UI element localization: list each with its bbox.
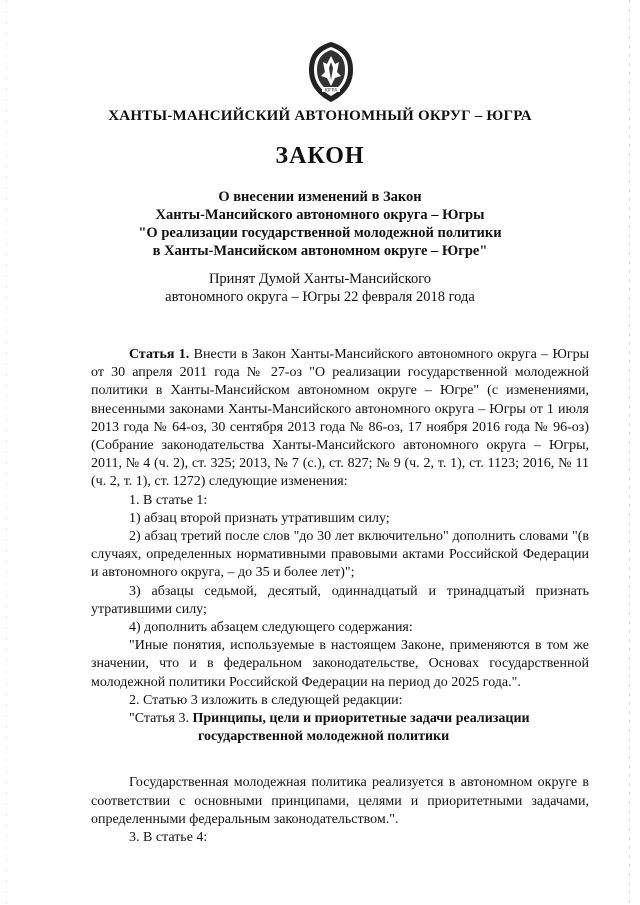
adoption-line: автономного округа – Югры 22 февраля 2018 года: [165, 289, 475, 305]
adoption-line: Принят Думой Ханты-Мансийского: [208, 271, 432, 287]
article-3-title-1: Принципы, цели и приоритетные задачи реализации: [192, 711, 530, 727]
article-1-label: Статья 1.: [129, 347, 190, 362]
item-3: 3. В статье 4:: [129, 830, 208, 846]
item-1: 1. В статье 1:: [129, 492, 208, 508]
scan-edge-left: [6, 0, 7, 905]
item-1-3: 3) абзацы седьмой, десятый, одиннадцатый и тринадцатый признать утратившими силу;: [91, 583, 589, 617]
article-3-prefix: "Статья 3.: [129, 711, 193, 727]
article-3-heading: [91, 710, 589, 746]
subject-line: "О реализации государственной молодежной политики: [138, 225, 502, 241]
quoted-paragraph: "Иные понятия, используемые в настоящем Законе, применяются в том же значении, что и в федеральном законодательстве, Основах государственной молодежной политики Российской Федерации на период до 2025 года.".: [91, 638, 589, 690]
scan-edge-right: [629, 0, 630, 905]
item-1-4: 4) дополнить абзацем следующего содержания:: [129, 620, 413, 636]
article-1-text: Внести в Закон Ханты-Мансийского автономного округа – Югры от 30 апреля 2011 года № 27-оз "О реализации государственной молодежной политики в Ханты-Мансийском автономном округе – Югре" (с изменениями, внесенными законами Ханты-Мансийского автономного округа – Югры от 1 июля 2013 года № 64-оз, 30 сентября 2013 года № 86-оз, 17 ноября 2016 года № 96-оз) (Собрание законодательства Ханты-Мансийского автономного округа – Югры, 2011, № 4 (ч. 2), ст. 325; 2013, № 7 (с.), ст. 827; № 9 (ч. 2, т. 1), ст. 1123; 2016, № 11 (ч. 2, т. 1), ст. 1272) следующие изменения:: [91, 347, 590, 490]
item-2: 2. Статью 3 изложить в следующей редакции:: [129, 692, 403, 708]
item-1-2: 2) абзац третий после слов "до 30 лет включительно" дополнить словами "(в случаях, определенных нормативными правовыми актами Российской Федерации и автономного округа, – до 35 и более лет)";: [91, 529, 589, 581]
article-3-title-2: государственной молодежной политики: [198, 729, 450, 745]
emblem-text: ЮГРА: [324, 87, 338, 93]
document-type: ЗАКОН: [275, 143, 365, 169]
region-title: ХАНТЫ-МАНСИЙСКИЙ АВТОНОМНЫЙ ОКРУГ – ЮГРА: [108, 108, 532, 124]
article-3-text: Государственная молодежная политика реализуется в автономном округе в соответствии с основными принципами, целями и приоритетными задачами, определенными федеральным законодательством.".: [91, 775, 589, 827]
subject-line: О внесении изменений в Закон: [218, 189, 422, 205]
subject-line: Ханты-Мансийского автономного округа – Югры: [155, 207, 485, 223]
coat-of-arms-icon: [305, 40, 357, 104]
item-1-1: 1) абзац второй признать утратившим силу;: [129, 510, 390, 526]
law-subject: [60, 188, 580, 260]
spacer: [91, 746, 589, 774]
law-body: [91, 346, 589, 847]
article-1-paragraph: [91, 346, 589, 492]
subject-line: в Ханты-Мансийском автономном округе – Югре": [152, 243, 488, 259]
adoption-note: [60, 270, 580, 306]
